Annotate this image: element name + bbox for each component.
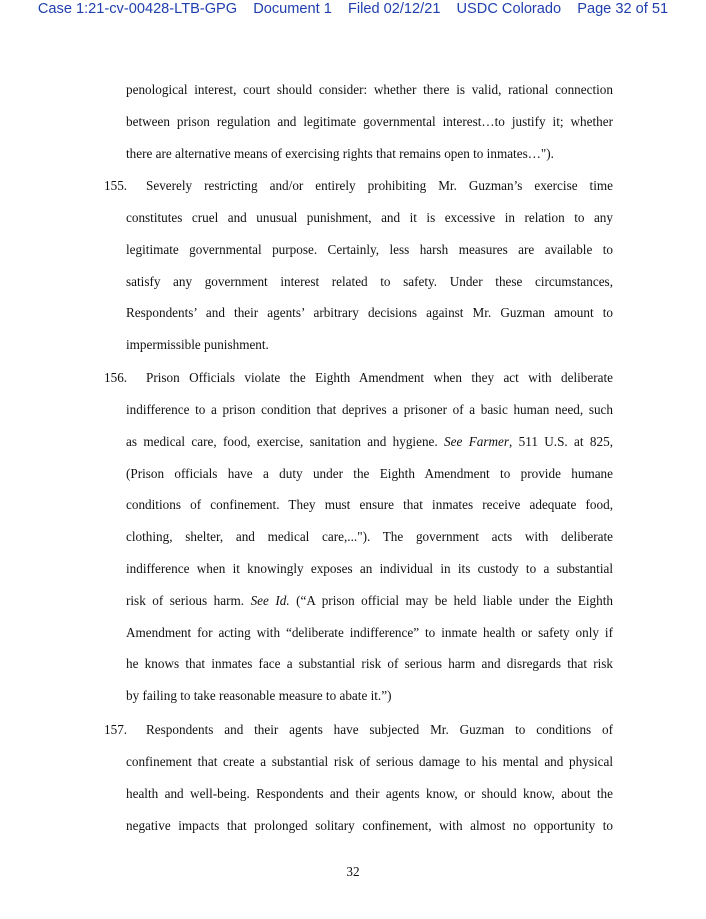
continuation-text	[126, 74, 613, 169]
text-line: constitutes cruel and unusual punishment, and it is excessive in relation to any	[126, 210, 613, 225]
text-line	[126, 585, 613, 617]
document-label: Document 1	[253, 1, 332, 17]
citation-italic: See Farmer	[444, 433, 509, 449]
text-line	[126, 426, 613, 458]
text-line: legitimate governmental purpose. Certainly, less harsh measures are available to	[126, 241, 613, 257]
case-number: Case 1:21-cv-00428-LTB-GPG	[37, 1, 238, 17]
text-line: penological interest, court should consider: whether there is valid, rational connection	[126, 82, 613, 97]
text-segment: as medical care, food, exercise, sanitation and hygiene.	[126, 433, 438, 449]
text-line: confinement that create a substantial risk of serious damage to his mental and physical	[126, 754, 613, 769]
page-of: Page 32 of 51	[577, 1, 669, 17]
text-line: Prison Officials violate the Eighth Amendment when they act with deliberate	[146, 370, 613, 385]
text-line: Amendment for acting with “deliberate indifference” to inmate health or safety only if	[126, 624, 613, 640]
text-line: Respondents and their agents have subjected Mr. Guzman to conditions of	[146, 722, 613, 737]
paragraph-number: 155.	[104, 178, 128, 193]
text-line: satisfy any government interest related to safety. Under these circumstances,	[126, 273, 613, 289]
citation-italic: See Id.	[250, 592, 290, 608]
paragraph-156-body	[126, 394, 613, 712]
paragraph-157-first-line	[104, 714, 613, 746]
page-number: 32	[346, 864, 360, 879]
text-line: conditions of confinement. They must ensure that inmates receive adequate food,	[126, 497, 613, 513]
text-line: between prison regulation and legitimate governmental interest…to justify it; whether	[126, 113, 613, 129]
text-line: Severely restricting and/or entirely prohibiting Mr. Guzman’s exercise time	[146, 178, 613, 193]
text-line: by failing to take reasonable measure to abate it.”)	[126, 688, 392, 704]
paragraph-157-body	[126, 746, 613, 841]
text-line: negative impacts that prolonged solitary confinement, with almost no opportunity to	[126, 817, 613, 833]
text-line: there are alternative means of exercising rights that remains open to inmates…").	[126, 145, 554, 161]
case-header	[0, 0, 706, 18]
filed-date: Filed 02/12/21	[347, 1, 441, 17]
text-segment: risk of serious harm.	[126, 592, 245, 608]
text-line: (Prison officials have a duty under the Eighth Amendment to provide humane	[126, 465, 613, 481]
text-line: clothing, shelter, and medical care,..."). The government acts with deliberate	[126, 529, 613, 545]
text-line: Respondents’ and their agents’ arbitrary decisions against Mr. Guzman amount to	[126, 305, 613, 321]
text-line: impermissible punishment.	[126, 337, 269, 353]
text-line: indifference when it knowingly exposes an individual in its custody to a substantial	[126, 560, 613, 576]
text-line: he knows that inmates face a substantial risk of serious harm and disregards that risk	[126, 656, 613, 672]
text-line: indifference to a prison condition that deprives a prisoner of a basic human need, such	[126, 402, 613, 417]
text-line: health and well-being. Respondents and their agents know, or should know, about the	[126, 785, 613, 801]
paragraph-156-first-line	[104, 362, 613, 394]
paragraph-number: 157.	[104, 722, 128, 737]
court-name: USDC Colorado	[456, 1, 562, 17]
citation-text: , 511 U.S. at 825,	[508, 433, 613, 449]
paragraph-number: 156.	[104, 370, 128, 385]
paragraph-155-first-line	[104, 170, 613, 202]
paragraph-155-body	[126, 202, 613, 361]
citation-text: (“A prison official may be held liable under the Eighth	[289, 592, 614, 608]
